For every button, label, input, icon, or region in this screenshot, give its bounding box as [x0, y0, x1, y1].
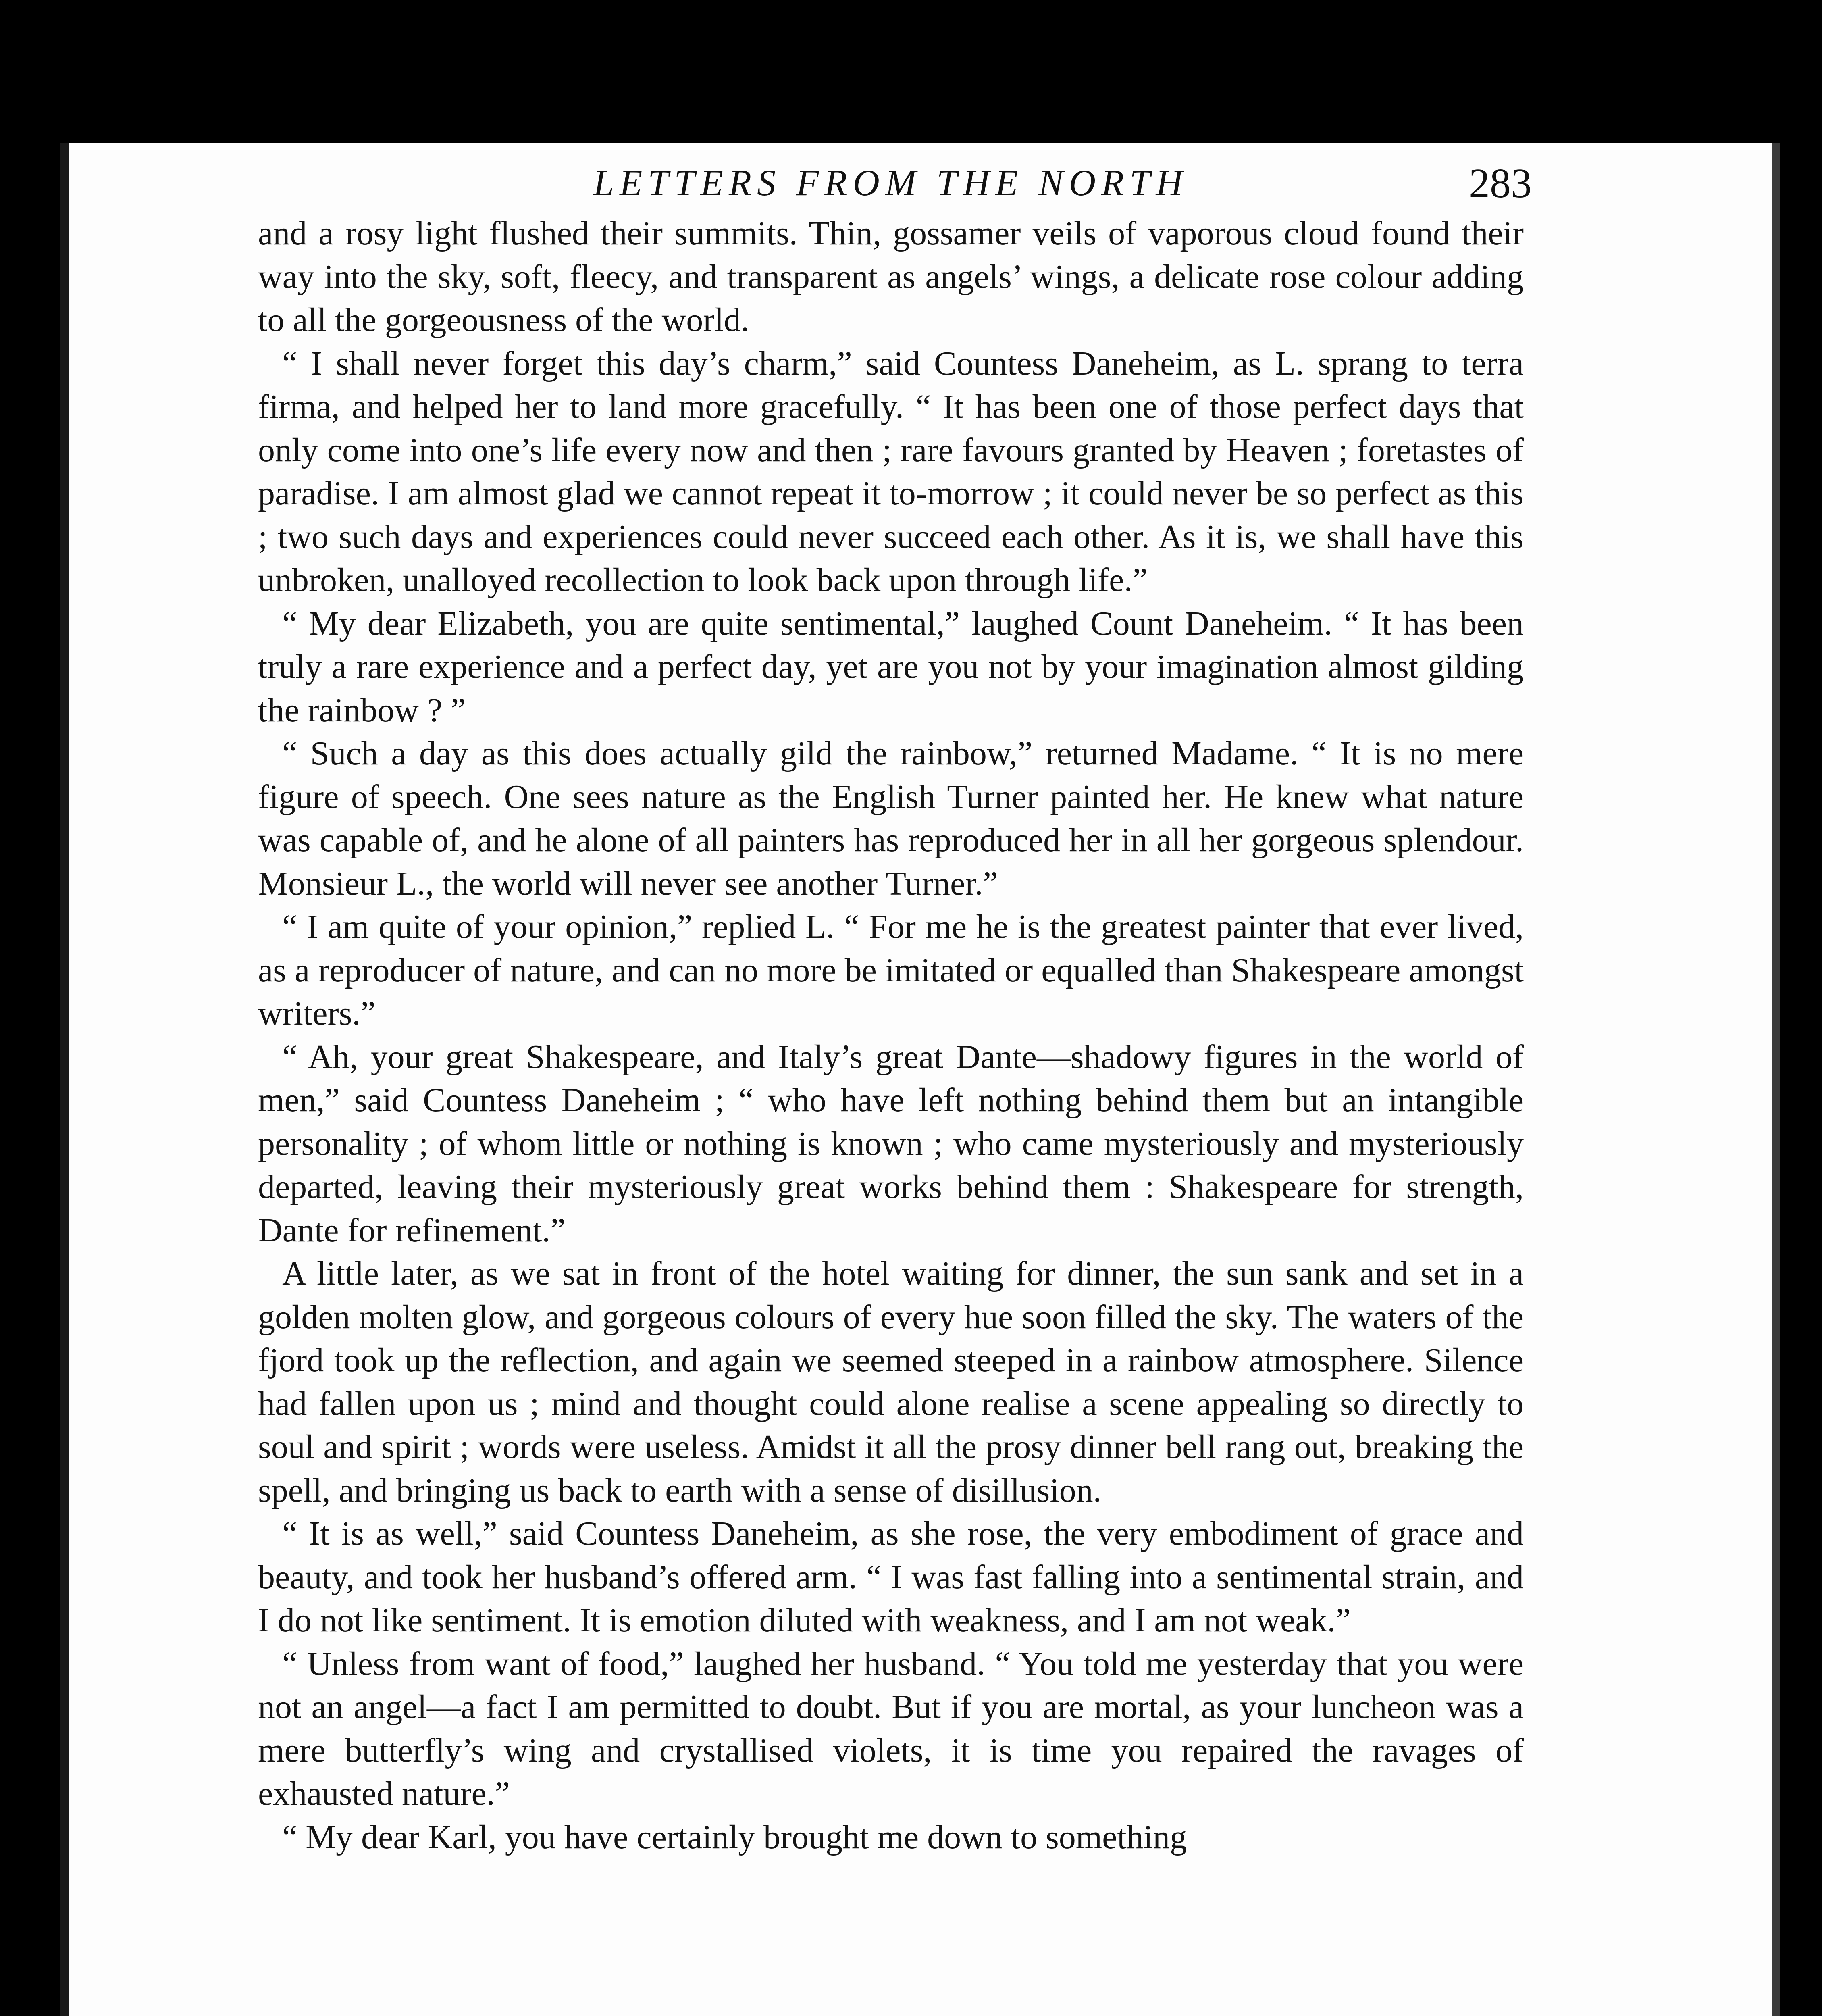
- paragraph: “ I shall never forget this day’s charm,” said Countess Daneheim, as L. sprang to terra firma, and helped her to land more gracefully. “ It has been one of those perfect days that only come into one’s life every now and then ; rare favours granted by Heaven ; foretastes of paradise. I am almost glad we cannot repeat it to-morrow ; it could never be so perfect as this ; two such days and experiences could never succeed each other. As it is, we shall have this unbroken, unalloyed recollection to look back upon through life.”: [258, 344, 1524, 599]
- page-number: 283: [1469, 160, 1532, 206]
- paragraph: “ My dear Elizabeth, you are quite sentimental,” laughed Count Daneheim. “ It has been truly a rare experience and a perfect day, yet are you not by your imagination almost gilding the rainbow ? ”: [258, 604, 1524, 729]
- paragraph: “ Such a day as this does actually gild the rainbow,” returned Madame. “ It is no mere figure of speech. One sees nature as the English Turner painted her. He knew what nature was capable of, and he alone of all painters has reproduced her in all her gorgeous splendour. Monsieur L., the world will never see another Turner.”: [258, 735, 1524, 902]
- paragraph: A little later, as we sat in front of the hotel waiting for dinner, the sun sank and set in a golden molten glow, and gorgeous colours of every hue soon filled the sky. The waters of the fjord took up the reflection, and again we seemed steeped in a rainbow atmosphere. Silence had fallen upon us ; mind and thought could alone realise a scene appealing so directly to soul and spirit ; words were useless. Amidst it all the prosy dinner bell rang out, breaking the spell, and bringing us back to earth with a sense of disillusion.: [258, 1255, 1524, 1509]
- body-text: [258, 212, 1524, 1859]
- paragraph: “ Ah, your great Shakespeare, and Italy’s great Dante—shadowy figures in the world of men,” said Countess Daneheim ; “ who have left nothing behind them but an intangible personality ; of whom little or nothing is known ; who came mysteriously and mysteriously departed, leaving their mysteriously great works behind them : Shakespeare for strength, Dante for refinement.”: [258, 1038, 1524, 1249]
- paragraph: “ I am quite of your opinion,” replied L. “ For me he is the greatest painter that ever lived, as a reproducer of nature, and can no more be imitated or equalled than Shakespeare amongst writers.”: [258, 908, 1524, 1032]
- page-header: [258, 153, 1532, 210]
- running-title: LETTERS FROM THE NORTH: [593, 162, 1188, 203]
- paragraph: “ Unless from want of food,” laughed her husband. “ You told me yesterday that you were not an angel—a fact I am permitted to doubt. But if you are mortal, as your luncheon was a mere butterfly’s wing and crystallised violets, it is time you repaired the ravages of exhausted nature.”: [258, 1645, 1524, 1812]
- paragraph: and a rosy light flushed their summits. Thin, gossamer veils of vaporous cloud found their way into the sky, soft, fleecy, and transparent as angels’ wings, a delicate rose colour adding to all the gorgeousness of the world.: [258, 215, 1524, 339]
- paragraph: “ It is as well,” said Countess Daneheim, as she rose, the very embodiment of grace and beauty, and took her husband’s offered arm. “ I was fast falling into a sentimental strain, and I do not like sentiment. It is emotion diluted with weakness, and I am not weak.”: [258, 1515, 1524, 1639]
- paragraph: “ My dear Karl, you have certainly brought me down to something: [282, 1818, 1187, 1856]
- page-edge: [1772, 143, 1780, 2016]
